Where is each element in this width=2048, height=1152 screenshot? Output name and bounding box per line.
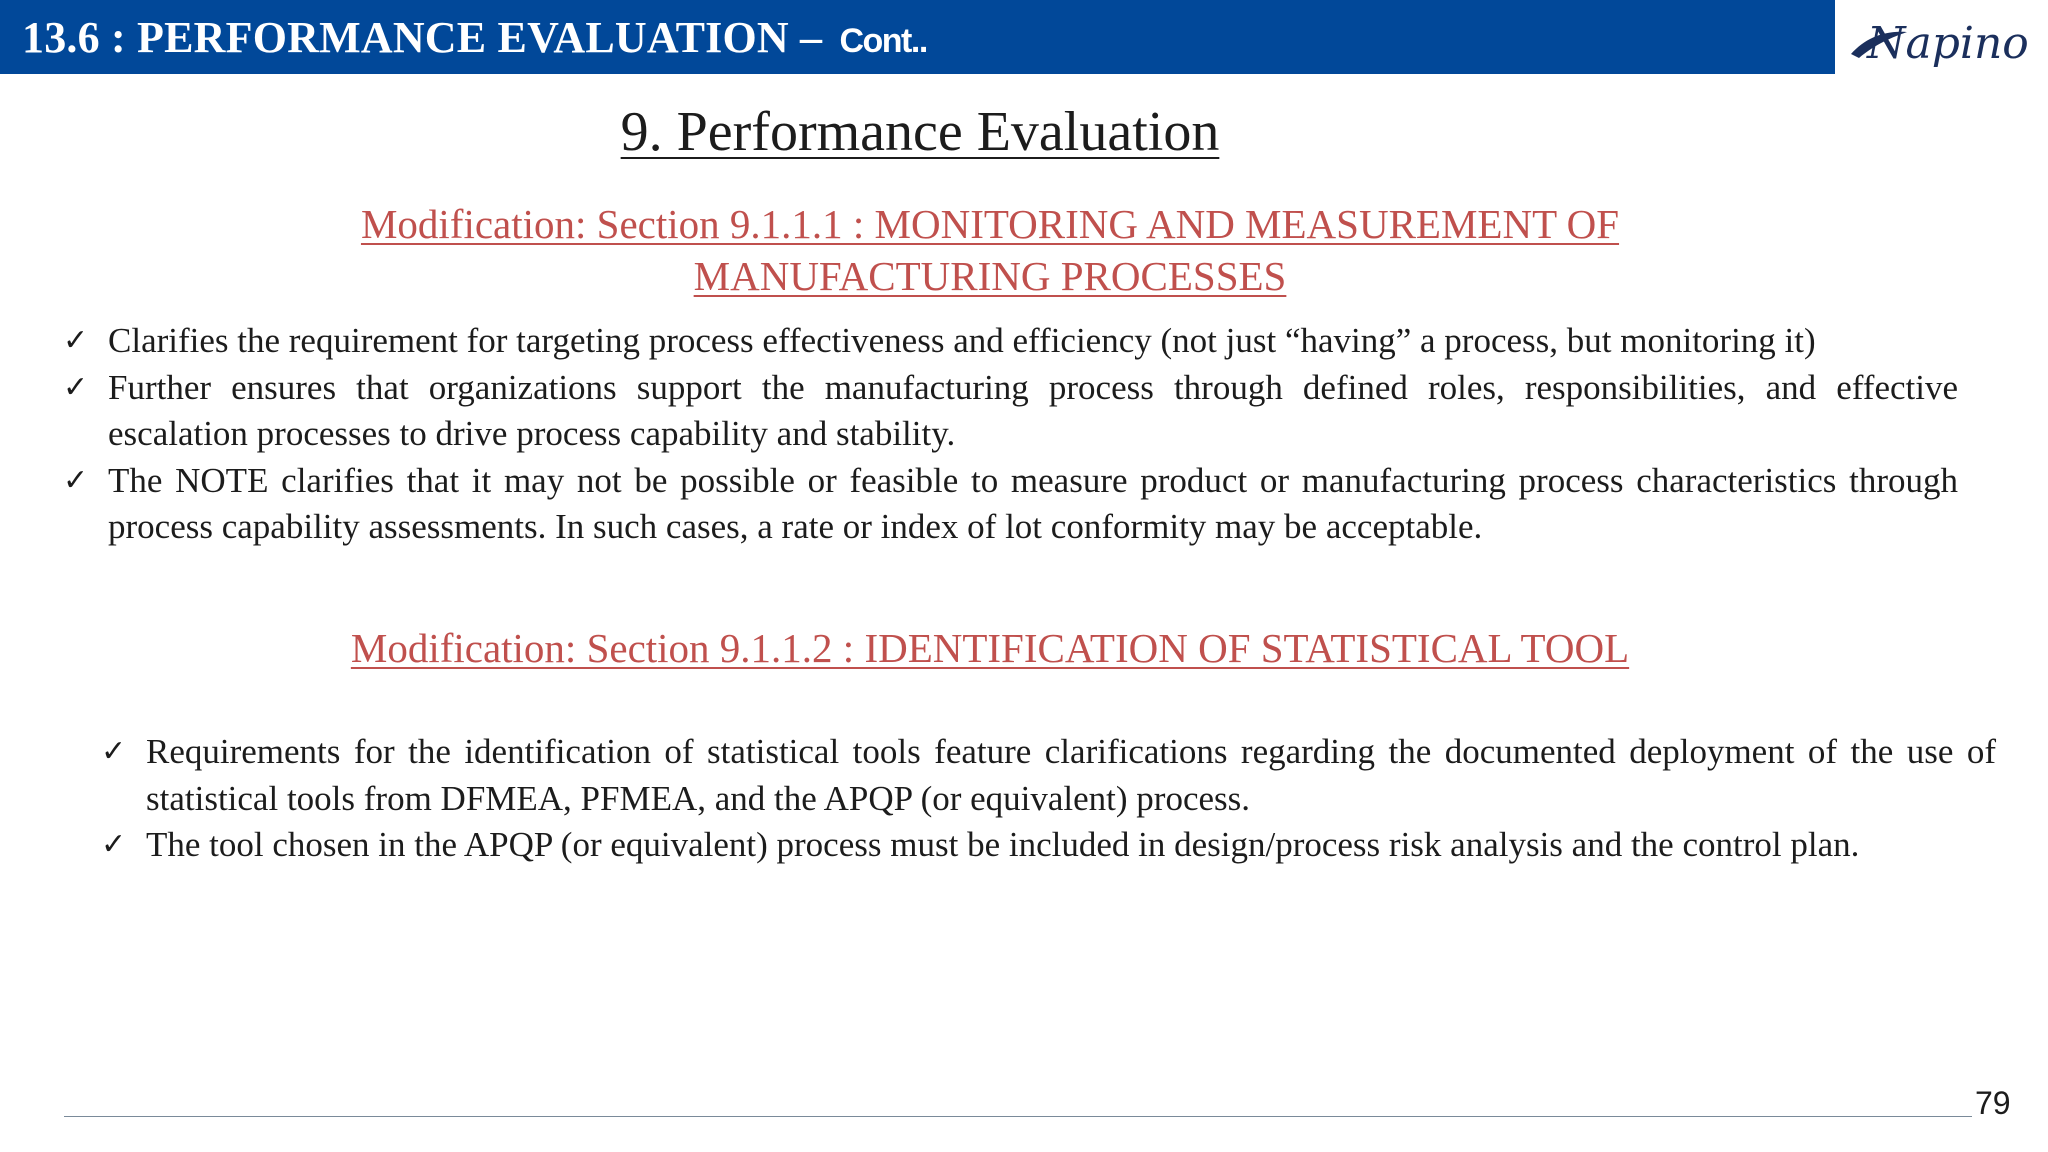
checkmark-icon: ✓ bbox=[101, 734, 127, 769]
page-number: 79 bbox=[1975, 1085, 2011, 1121]
bullet-text: The tool chosen in the APQP (or equivalent) process must be included in design/process risk analysis and the control plan. bbox=[146, 825, 1860, 864]
napino-logo bbox=[1845, 8, 2045, 74]
footer-divider bbox=[64, 1116, 1972, 1117]
section1-heading-line1: Modification: Section 9.1.1.1 : MONITORING AND MEASUREMENT OF bbox=[360, 201, 1620, 247]
bullet-text: Further ensures that organizations support the manufacturing process through defined roles, responsibilities, and effective escalation processes to drive process capability and stability. bbox=[108, 367, 1958, 453]
bullet-text: Requirements for the identification of statistical tools feature clarifications regarding the documented deployment of the use of statistical tools from DFMEA, PFMEA, and the APQP (or equivalent) process. bbox=[146, 732, 1996, 818]
list-item bbox=[101, 729, 1996, 822]
logo-wordmark: Napino bbox=[1867, 18, 2029, 69]
list-item bbox=[63, 318, 1958, 365]
bullet-text: The NOTE clarifies that it may not be possible or feasible to measure product or manufacturing process characteristics through process capability assessments. In such cases, a rate or index of lot conformity may be acceptable. bbox=[108, 460, 1958, 546]
checkmark-icon: ✓ bbox=[63, 323, 89, 358]
section2-bullet-list bbox=[101, 729, 1996, 869]
section1-bullet-list bbox=[63, 318, 1958, 551]
section2-heading: Modification: Section 9.1.1.2 : IDENTIFICATION OF STATISTICAL TOOL bbox=[350, 625, 1630, 671]
list-item bbox=[63, 365, 1958, 458]
checkmark-icon: ✓ bbox=[63, 369, 89, 405]
checkmark-icon: ✓ bbox=[63, 462, 89, 498]
header-title-text: 13.6 : PERFORMANCE EVALUATION – bbox=[22, 12, 823, 62]
header-title-suffix: Cont.. bbox=[839, 21, 927, 60]
list-item bbox=[63, 458, 1958, 551]
page-title: 9. Performance Evaluation bbox=[620, 101, 1220, 163]
header-bar bbox=[0, 0, 1835, 74]
list-item bbox=[101, 822, 1996, 869]
checkmark-icon: ✓ bbox=[101, 827, 127, 862]
section1-heading-line2: MANUFACTURING PROCESSES bbox=[693, 253, 1287, 299]
bullet-text: Clarifies the requirement for targeting process effectiveness and efficiency (not just “having” a process, but monitoring it) bbox=[108, 321, 1816, 360]
section1-heading bbox=[0, 198, 1980, 302]
header-title bbox=[22, 12, 927, 63]
